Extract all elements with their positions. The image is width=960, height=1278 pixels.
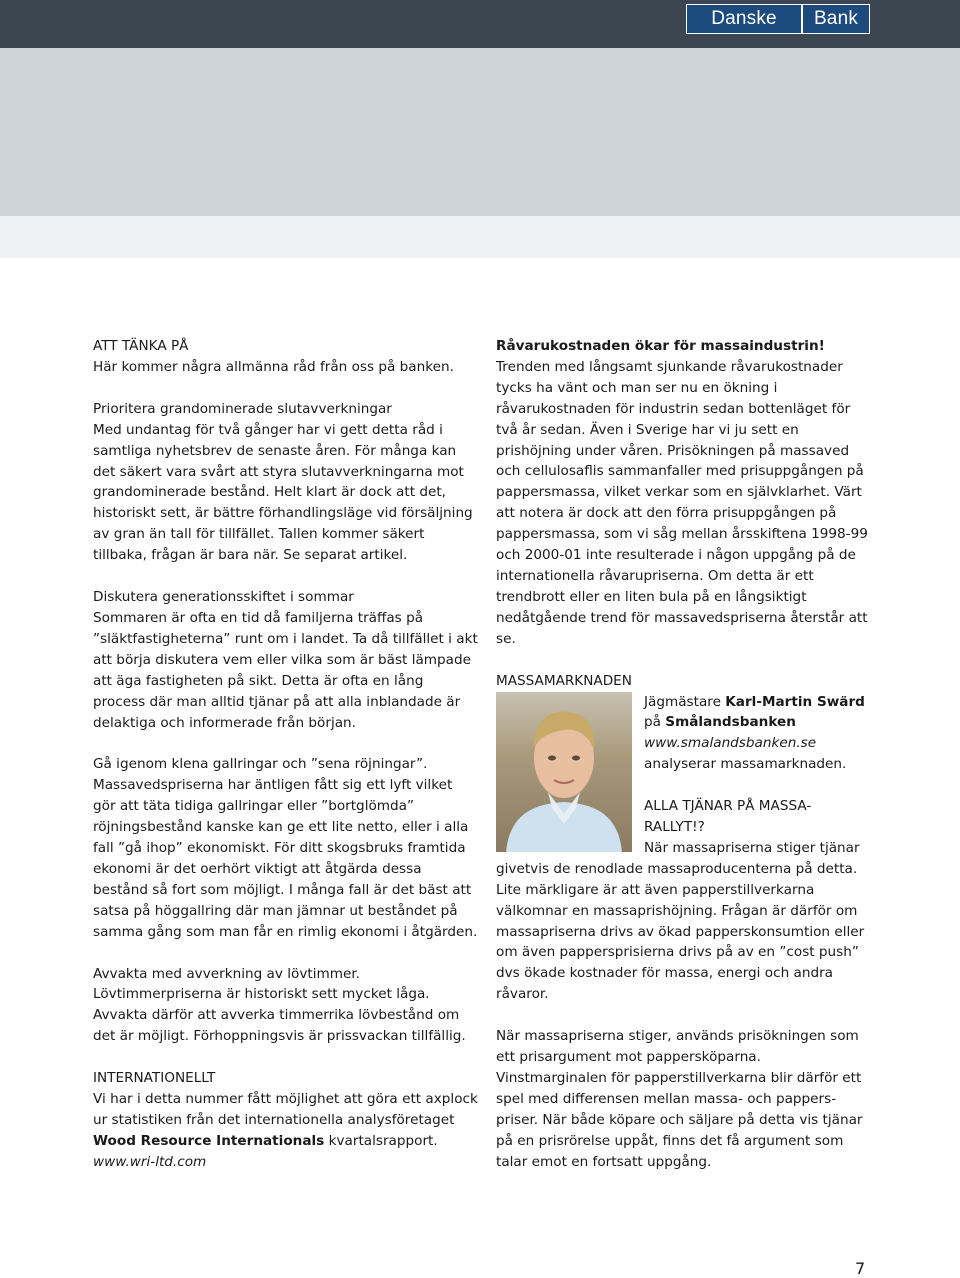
logo-word-danske: Danske xyxy=(687,5,803,33)
text-run: Vi har i detta nummer fått möjlighet att göra ett axplock ur statistiken från det internationella analysföretaget xyxy=(93,1091,478,1128)
website-link[interactable]: www.smalandsbanken.se xyxy=(644,735,817,752)
section-text xyxy=(93,1089,478,1173)
subsection-title: ALLA TJÄNAR PÅ MASSA-RALLYT!? xyxy=(644,798,812,836)
person-name: Karl-Martin Swärd xyxy=(725,693,865,710)
logo-word-bank: Bank xyxy=(803,5,869,33)
text-run: Jägmästare xyxy=(644,693,726,710)
section-title: Avvakta med avverkning av lövtimmer. xyxy=(93,965,360,982)
section-text: Massavedspriserna har äntligen fått sig ett lyft vilket gör att täta tidiga gallringar eller ”bortglömda” röjningsbestånd kanske kan ge ett lite netto, eller i alla fall ”gå ihop” ekonomiskt. För ditt skogsbruks framtida ekonomi är det oerhört viktigt att åtgärda dessa bestånd så fort som möjligt. I många fall är det bäst att satsa på höggallring där man jämnar ut beståndet på samma gång som man får en rimlig ekonomi i åtgärden. xyxy=(93,777,478,940)
text-run: på xyxy=(644,714,666,731)
danske-bank-logo xyxy=(686,4,870,34)
section-text: Trenden med långsamt sjunkande råvarukostnader tycks ha vänt och man ser nu en ökning i råvarukostnaden för industrin sedan bottenläget för två år sedan. Även i Sverige har vi ju sett en prishöjning under våren. Prisökningen på massaved och cellulosaflis sammanfaller med prisuppgången på pappersmassa, vilket verkar som en självklarhet. Värt att notera är dock att den förra prisuppgången på pappersmassa, som vi såg mellan årsskiftena 1998-99 och 2000-01 inte resulterade i någon uppgång på de internationella råvarupriserna. Om detta är ett trendbrott eller en liten bula på en långsiktigt nedåtgående trend för massavedspriserna återstår att se. xyxy=(496,358,868,647)
portrait-figure-icon xyxy=(496,692,632,852)
section-text: När massapriserna stiger tjänar givetvis de renodlade massaproducenterna på detta. Lite märkligare är att även papperstillverkarna välkomnar en massaprishöjning. Frågan är därför om massapriserna drivs av ökad papperskonsumtion eller om även pappersprisierna drivs på av en ”cost push” dvs ökade kostnader för massa, energi och andra råvaror. xyxy=(496,839,865,1003)
section-title: Gå igenom klena gallringar och ”sena röjningar”. xyxy=(93,756,428,773)
section-title: Prioritera grandominerade slutavverkningar xyxy=(93,400,392,417)
text-run: analyserar massamarknaden. xyxy=(644,756,847,773)
portrait-photo xyxy=(496,692,632,852)
header-bar xyxy=(0,0,960,48)
section-text: Här kommer några allmänna råd från oss på banken. xyxy=(93,358,454,375)
page-number: 7 xyxy=(855,1259,866,1278)
section-text: Sommaren är ofta en tid då familjerna träffas på ”släktfastigheterna” runt om i landet. Ta då tillfället i akt att börja diskutera vem eller vilka som är bäst lämpade att äga fastigheten på sikt. Detta är ofta en lång process där man alltid tjänar på att alla inblandade är delaktiga och informerade från början. xyxy=(93,609,478,731)
company-name: Wood Resource Internationals xyxy=(93,1132,325,1149)
section-title: Råvarukostnaden ökar för massaindustrin! xyxy=(496,338,825,354)
website-link[interactable]: www.wri-ltd.com xyxy=(93,1153,207,1170)
section-text: Lövtimmerpriserna är historiskt sett mycket låga. Avvakta därför att avverka timmerrika lövbestånd om det är möjligt. Förhoppningsvis är prissvackan tillfällig. xyxy=(93,986,466,1045)
section-title: Diskutera generationsskiftet i sommar xyxy=(93,589,354,606)
right-column xyxy=(496,336,871,1173)
left-column xyxy=(93,336,478,1173)
section-title: MASSAMARKNADEN xyxy=(496,672,632,689)
section-title: INTERNATIONELLT xyxy=(93,1070,216,1087)
header-image-area xyxy=(0,48,960,216)
portrait-block xyxy=(496,692,871,1006)
section-text: När massapriserna stiger, används prisökningen som ett prisargument mot pappersköparna. Vinstmarginalen för papperstillverkarna blir därför ett spel med differensen mellan massa- och pappers-priser. När både köpare och säljare på detta vis tjänar på en prisrörelse uppåt, finns det få argument som talar emot en fortsatt uppgång. xyxy=(496,1028,863,1170)
section-title: ATT TÄNKA PÅ xyxy=(93,338,189,354)
header-band xyxy=(0,216,960,258)
company-name: Smålandsbanken xyxy=(665,714,796,731)
text-run: kvartalsrapport. xyxy=(324,1132,438,1149)
section-text: Med undantag för två gånger har vi gett detta råd i samtliga nyhetsbrev de senaste åren. För många kan det säkert vara svårt att styra slutavverkningarna mot grandominerade bestånd. Helt klart är dock att det, historiskt sett, är bättre förhandlingsläge vid försäljning av gran än tall för tillfället. Tallen kommer säkert tillbaka, frågan är bara när. Se separat artikel. xyxy=(93,421,473,564)
